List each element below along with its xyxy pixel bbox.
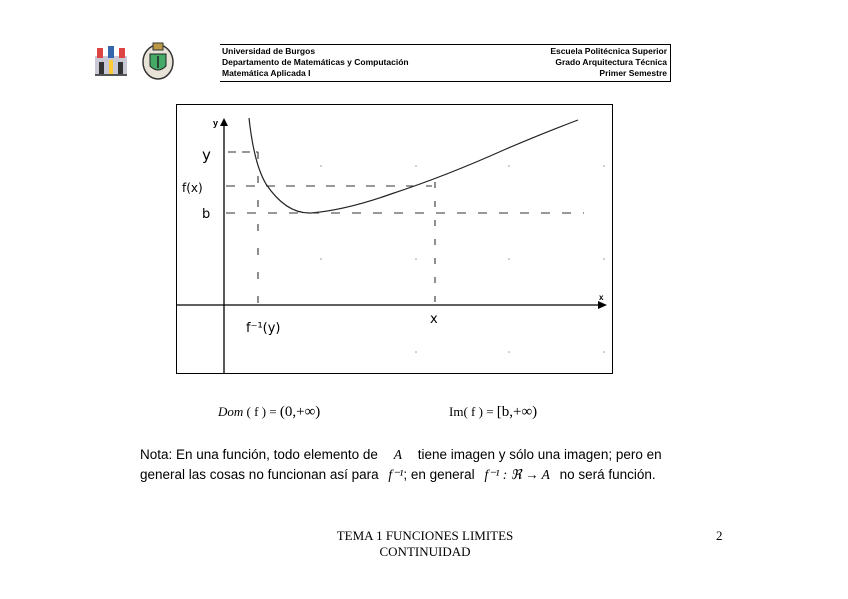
image-value: [b,+∞) [496,404,538,420]
header-left [222,46,409,79]
document-header [220,44,671,82]
university-logo [93,42,129,78]
label-fx: f(x) [182,181,203,195]
page-number: 2 [716,528,723,543]
note-paragraph [140,445,720,485]
label-finv-y: f⁻¹(y) [246,321,281,336]
label-x: x [430,312,438,327]
x-axis-label: x [599,293,604,302]
note-finverse-map: f⁻¹ : ℜ → A [484,467,550,482]
footer-subtitle: CONTINUIDAD [379,544,471,559]
header-degree: Grado Arquitectura Técnica [555,57,667,67]
header-right [550,46,667,79]
note-text-5: no será función. [559,467,656,482]
note-finverse-1: f⁻¹ [388,467,404,482]
header-course: Matemática Aplicada I [222,68,311,78]
domain-formula [218,404,320,421]
note-text-2: tiene imagen y sólo una imagen; pero en [417,447,662,462]
domain-value: (0,+∞) [279,404,321,420]
note-set-a: A [393,447,402,462]
note-text-4: ; en general [403,467,475,482]
function-graph [176,104,613,374]
domain-arg: ( f ) = [246,404,277,419]
domain-name: Dom [218,404,244,419]
header-school: Escuela Politécnica Superior [550,46,667,56]
image-arg: ( f ) = [463,404,494,419]
header-semester: Primer Semestre [599,68,667,78]
image-name: Im [449,404,464,419]
header-university: Universidad de Burgos [222,46,316,56]
note-text-1: Nota: En una función, todo elemento de [140,447,378,462]
header-department: Departamento de Matemáticas y Computación [222,57,409,67]
footer-title: TEMA 1 FUNCIONES LIMITES [336,528,514,543]
page-footer [320,528,530,560]
label-b: b [202,207,211,222]
y-axis-label: y [213,118,219,128]
image-formula [449,404,537,421]
label-y: y [202,146,211,164]
school-crest-logo [140,40,176,82]
note-text-3: general las cosas no funcionan así para [140,467,379,482]
